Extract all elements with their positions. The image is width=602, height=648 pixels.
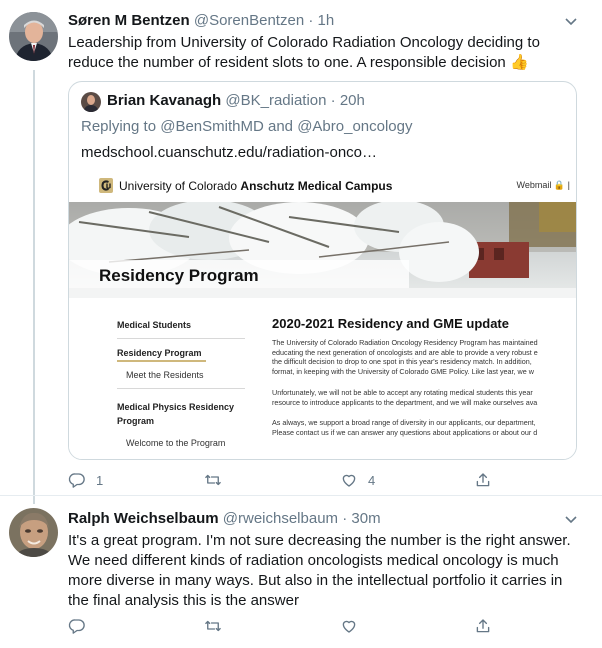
share-icon [474,471,492,489]
webmail-label: Webmail [516,180,552,190]
nav-physics-line2: Program [117,416,155,426]
reply-icon [68,617,86,635]
reply-mention-abro-oncology[interactable]: @Abro_oncology [297,118,413,135]
like-icon [340,617,358,635]
header-separator: · [342,510,348,527]
article-title: 2020-2021 Residency and GME update [272,316,509,331]
article-line: the difficult decision to drop to one spot in this year's residency match. In addition, [272,357,532,367]
retweet-button[interactable] [204,470,232,490]
tweet-actions [68,470,508,490]
article-line: format, in keeping with the University of Colorado GME Policy. Like last year, we w [272,366,534,376]
menu-icon: | [567,180,570,190]
retweet-icon [204,617,222,635]
snowy-trees-banner [69,202,577,298]
reply-button[interactable] [68,470,103,490]
header-separator: · [308,12,314,29]
author-handle[interactable]: @SorenBentzen [193,12,305,29]
thread-connector-line [33,70,35,504]
article-line: resource to introduce applicants to the department, and we will make ourselves ava [272,397,538,407]
nav-physics-line1: Medical Physics Residency [117,402,235,412]
quoted-tweet-timestamp[interactable]: 20h [339,92,365,109]
like-count: 4 [368,472,376,488]
article-line: As always, we support a broad range of diversity in our applicants, our department, [272,418,536,427]
nav-residency-program: Residency Program [117,348,202,358]
replying-to-prefix: Replying to [81,118,157,135]
tweet-text-line: It's a great program. I'm not sure decreasing the number is the right answer. [68,532,571,549]
site-header-bar [69,168,577,202]
avatar-weichselbaum[interactable] [9,508,58,557]
replying-to-line [81,118,413,135]
article-paragraph [272,338,577,376]
nav-welcome: Welcome to the Program [126,438,226,448]
article-line: Unfortunately, we will not be able to accept any rotating medical students this year [272,388,533,397]
reply-icon [68,471,86,489]
quoted-tweet-link[interactable]: medschool.cuanschutz.edu/radiation-onco… [81,144,378,161]
article-line: The University of Colorado Radiation Oncology Residency Program has maintained [272,338,538,347]
retweet-button[interactable] [204,616,232,636]
chevron-down-icon[interactable] [562,12,580,30]
like-button[interactable] [340,470,375,490]
cu-logo-icon [99,178,113,193]
article-line: Please contact us if we can answer any questions about applications or about our d [272,427,538,437]
quoted-author-name[interactable]: Brian Kavanagh [107,92,222,109]
share-icon [474,617,492,635]
author-handle[interactable]: @rweichselbaum [222,510,339,527]
tweet-weichselbaum[interactable] [0,496,602,648]
website-screenshot[interactable] [69,168,577,460]
tweet-text-line2: reduce the number of resident slots to one. A responsible decision [68,54,506,71]
banner-title: Residency Program [99,266,259,285]
tweet-header [68,510,381,527]
avatar-bentzen[interactable] [9,12,58,61]
reply-button[interactable] [68,616,96,636]
tweet-timestamp[interactable]: 1h [317,12,335,29]
tweet-text [68,531,571,611]
article-paragraph [272,388,577,407]
quoted-tweet-card[interactable] [68,81,577,460]
nav-divider [117,338,245,339]
article-paragraph [272,418,577,437]
nav-active-underline [117,360,206,362]
tweet-text-line: the final analysis this is the answer [68,592,299,609]
tweet-timestamp[interactable]: 30m [351,510,381,527]
quoted-author-handle[interactable]: @BK_radiation [225,92,327,109]
webmail-link [517,180,570,191]
quoted-header-separator: · [330,92,336,109]
tweet-text-line: more diverse in many ways. But also in the intellectual portfolio it carries in [68,572,563,589]
avatar-kavanagh[interactable] [81,92,101,112]
replying-and: and [267,118,294,135]
tweet-actions [68,616,508,636]
lock-icon: 🔒 [553,180,566,190]
like-icon [340,471,358,489]
tweet-text-line [68,53,540,73]
site-title-bold: Anschutz Medical Campus [240,179,393,193]
tweet-text [68,33,540,73]
tweet-text-line: Leadership from University of Colorado Radiation Oncology deciding to [68,34,540,51]
quoted-tweet-header [107,92,365,109]
like-button[interactable] [340,616,368,636]
retweet-icon [204,471,222,489]
chevron-down-icon[interactable] [562,510,580,528]
reply-count: 1 [96,472,104,488]
thumbs-up-emoji: 👍 [509,54,529,71]
author-name[interactable]: Søren M Bentzen [68,12,190,29]
tweet-text-line: We need different kinds of radiation oncologists medical oncology is much [68,552,559,569]
reply-mention-bensmithmd[interactable]: @BenSmithMD [160,118,264,135]
article-line: educating the next generation of oncologists and are able to provide a very robust e [272,347,538,357]
nav-meet-residents: Meet the Residents [126,370,204,380]
share-button[interactable] [474,616,492,636]
share-button[interactable] [474,470,492,490]
tweet-header [68,12,334,29]
site-title-normal: University of Colorado [119,179,238,193]
author-name[interactable]: Ralph Weichselbaum [68,510,219,527]
nav-medical-students: Medical Students [117,320,192,330]
site-title [119,179,392,193]
nav-divider [117,388,245,389]
